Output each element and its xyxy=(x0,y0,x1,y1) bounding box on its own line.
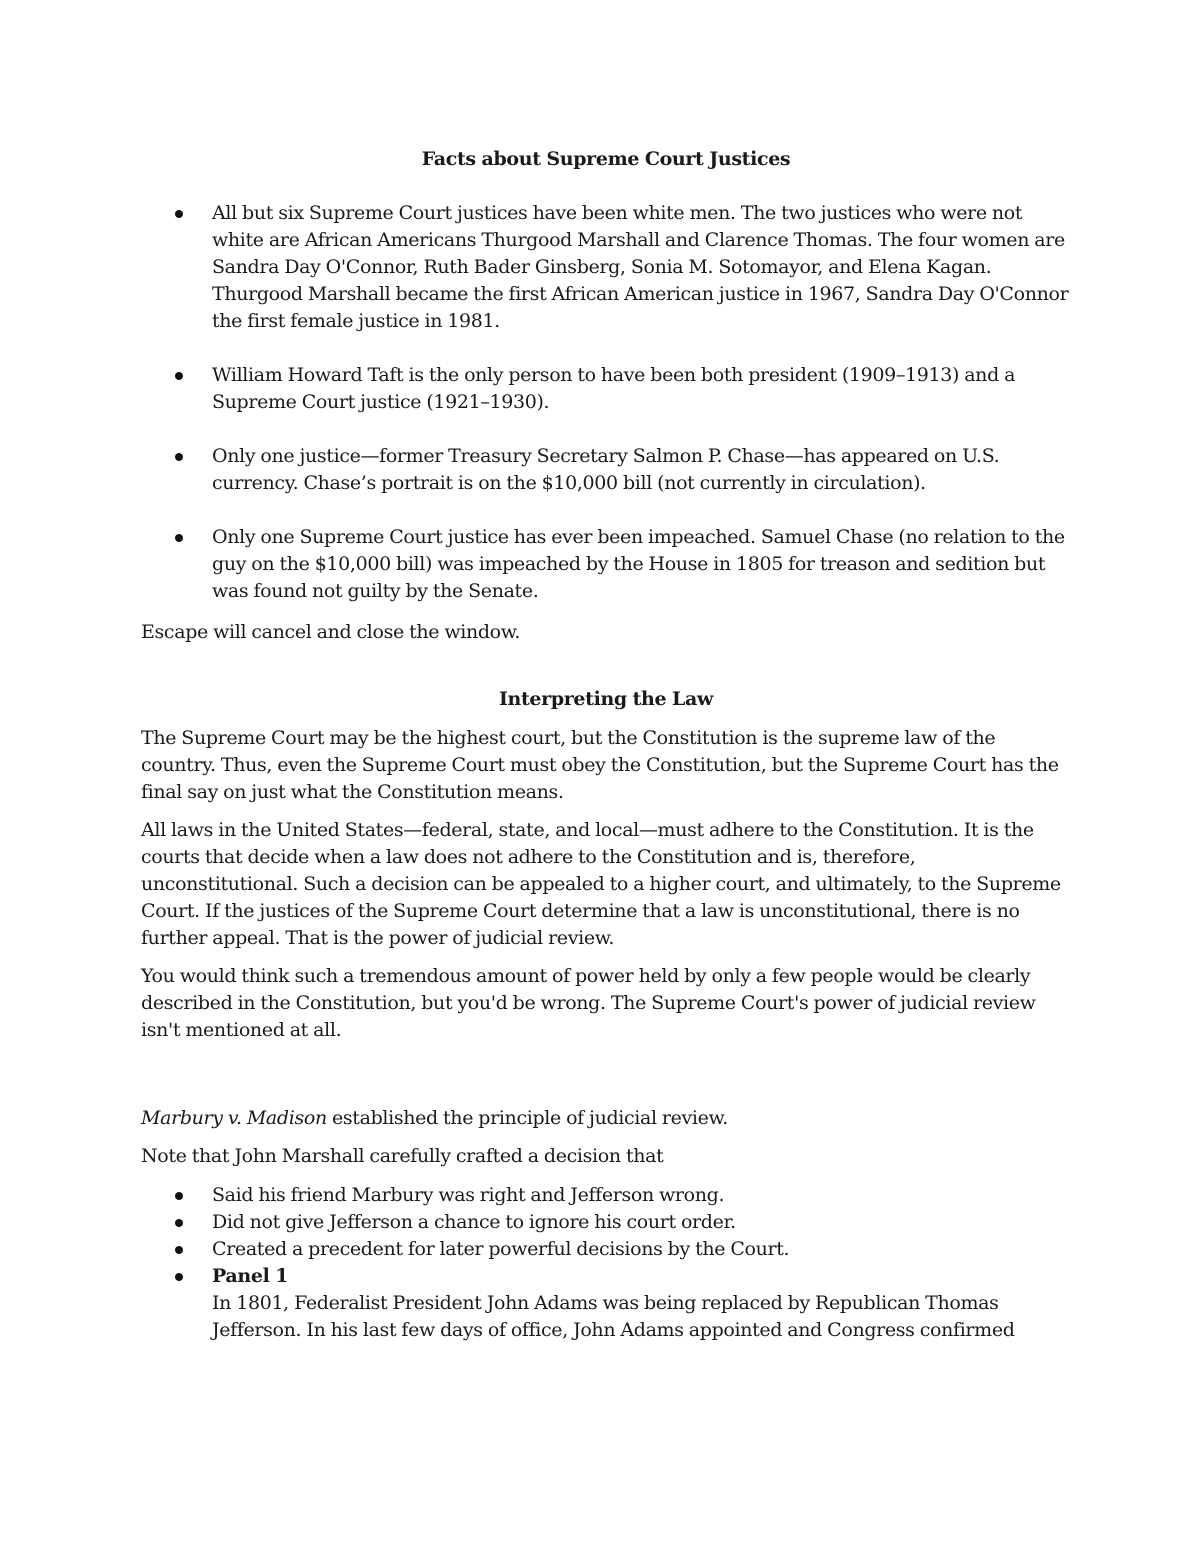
panel-text: In 1801, Federalist President John Adams was being replaced by Republican Thomas Jefferson. In his last few days of office, John Adams appointed and Congress confirmed xyxy=(212,1292,1015,1341)
decision-text: Did not give Jefferson a chance to ignore his court order. xyxy=(212,1211,736,1233)
section-title-interpreting: Interpreting the Law xyxy=(499,688,713,710)
section-title-facts: Facts about Supreme Court Justices xyxy=(421,148,791,170)
list-item xyxy=(141,1236,1071,1263)
document-body xyxy=(141,142,1071,1344)
bullet-icon xyxy=(175,1273,183,1281)
decision-list xyxy=(141,1182,1071,1344)
bullet-icon xyxy=(175,534,183,542)
marbury-statement xyxy=(141,1105,1071,1132)
list-item xyxy=(141,443,1071,497)
fact-text: All but six Supreme Court justices have been white men. The two justices who were not white are African Americans Thurgood Marshall and Clarence Thomas. The four women are Sandra Day O'Connor, Ruth Bader Ginsberg, Sonia M. Sotomayor, and Elena Kagan. Thurgood Marshall became the first African American justice in 1967, Sandra Day O'Connor the first female justice in 1981. xyxy=(212,202,1069,332)
escape-note: Escape will cancel and close the window. xyxy=(141,621,521,643)
fact-text: Only one justice—former Treasury Secretary Salmon P. Chase—has appeared on U.S. currency. Chase’s portrait is on the $10,000 bill (not currently in circulation). xyxy=(212,445,1000,494)
paragraph: All laws in the United States—federal, state, and local—must adhere to the Constitution. It is the courts that decide when a law does not adhere to the Constitution and is, therefore, unconstitutional. Such a decision can be appealed to a higher court, and ultimately, to the Supreme Court. If the justices of the Supreme Court determine that a law is unconstitutional, there is no further appeal. That is the power of judicial review. xyxy=(141,819,1061,949)
decision-text: Said his friend Marbury was right and Jefferson wrong. xyxy=(212,1184,725,1206)
list-item xyxy=(141,1209,1071,1236)
note-intro: Note that John Marshall carefully crafted a decision that xyxy=(141,1145,664,1167)
paragraph: You would think such a tremendous amount of power held by only a few people would be clearly described in the Constitution, but you'd be wrong. The Supreme Court's power of judicial review isn't mentioned at all. xyxy=(141,965,1036,1041)
list-item xyxy=(141,200,1071,335)
panel-label: Panel 1 xyxy=(212,1265,289,1287)
marbury-statement-text: established the principle of judicial review. xyxy=(326,1107,728,1129)
facts-list xyxy=(141,200,1071,605)
bullet-icon xyxy=(175,210,183,218)
bullet-icon xyxy=(175,1246,183,1254)
fact-text: Only one Supreme Court justice has ever been impeached. Samuel Chase (no relation to the guy on the $10,000 bill) was impeached by the House in 1805 for treason and sedition but was found not guilty by the Senate. xyxy=(212,526,1065,602)
bullet-icon xyxy=(175,453,183,461)
case-name: Marbury v. Madison xyxy=(141,1107,327,1129)
bullet-icon xyxy=(175,1192,183,1200)
list-item xyxy=(141,1182,1071,1209)
paragraph: The Supreme Court may be the highest court, but the Constitution is the supreme law of the country. Thus, even the Supreme Court must obey the Constitution, but the Supreme Court has the final say on just what the Constitution means. xyxy=(141,727,1059,803)
bullet-icon xyxy=(175,1219,183,1227)
bullet-icon xyxy=(175,372,183,380)
list-item xyxy=(141,524,1071,605)
list-item xyxy=(141,362,1071,416)
decision-text: Created a precedent for later powerful decisions by the Court. xyxy=(212,1238,790,1260)
fact-text: William Howard Taft is the only person to have been both president (1909–1913) and a Supreme Court justice (1921–1930). xyxy=(212,364,1016,413)
list-item xyxy=(141,1263,1071,1344)
